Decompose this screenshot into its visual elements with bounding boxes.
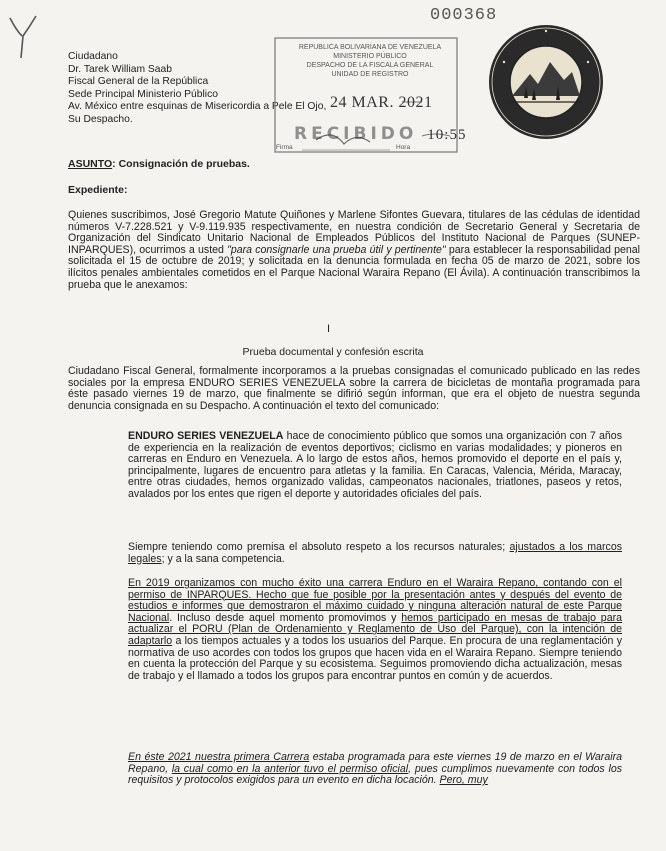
section-number: I — [327, 323, 331, 335]
stamp-recibido: RECIBIDO 10:55 — [294, 124, 467, 144]
stamp-line: DESPACHO DE LA FISCALA GENERAL — [306, 62, 434, 69]
asunto-text: : Consignación de pruebas. — [112, 158, 250, 170]
stamp-firma-label: Firma — [276, 144, 293, 151]
expediente-label: Expediente: — [68, 184, 128, 196]
addressee-line: Dr. Tarek William Saab — [68, 63, 172, 75]
addressee-line: Av. México entre esquinas de Misericordia a Pele El Ojo, — [68, 101, 327, 113]
stamp-time: 10:55 — [427, 127, 467, 143]
addressee-line: Fiscal General de la República — [68, 76, 209, 88]
addressee-line: Ciudadano — [68, 51, 118, 62]
quote-paragraph-3: En 2019 organizamos con mucho éxito una carrera Enduro en el Waraira Repano, contando con el permiso de INPARQUES. Hecho que fue posible por la presentación antes y después del evento de estudios e informes que demostraron el máximo cuidado y ninguna alteración natural de este Parque Nacional. Incluso desde aquel momento promovimos y hemos participado en mesas de trabajo para actualizar el PORU (Plan de Ordenamiento y Reglamento de Uso del Parque), con la intención de adaptarlo a los tiempos actuales y a todos los usuarios del Parque. En procura de una reglamentación y normativa de uso acordes con todos los grupos que hacen vida en el Waraira Repano. Siempre teniendo en cuenta la protección del Parque y su ecosistema. Seguimos promoviendo dicha actualización, mesas de trabajo y el llamado a todos los grupos para encontrar puntos en común y de acuerdos. — [128, 577, 623, 682]
stamp-date: 24 MAR. 2021 — [330, 94, 433, 111]
asunto-line — [68, 158, 250, 170]
evidence-paragraph: Ciudadano Fiscal General, formalmente incorporamos a la pruebas consignadas el comunicado publicado en las redes sociales por la empresa ENDURO SERIES VENEZUELA sobre la carrera de bicicletas de montaña programada para éste pasado viernes 19 de marzo, que finalmente se difirió según informan, que era el objeto de nuestra segunda denuncia consignada en su Despacho. A continuación el texto del comunicado: — [68, 365, 640, 412]
intro-paragraph: Quienes suscribimos, José Gregorio Matute Quiñones y Marlene Sifontes Guevara, titulares de las cédulas de identidad números V-7.228.521 y V-9.119.935 respectivamente, en nuestra condición de Secretario General y Secretaria de Organización del Sindicato Unitario Nacional de Empleados Públicos del Instituto Nacional de Parques (SUNEP-INPARQUES), ocurrimos a usted "para consignarle una prueba útil y pertinente" para establecer la responsabilidad penal solicitada el 15 de octubre de 2019; y solicitada en la denuncia formulada en fecha 05 de marzo de 2021, sobre los ilícitos penales ambientales cometidos en el Parque Nacional Waraira Repano (El Ávila). A continuación transcribimos la prueba que le anexamos: — [68, 209, 640, 291]
stamp-line: UNIDAD DE REGISTRO — [331, 71, 409, 78]
reception-stamp — [272, 36, 467, 154]
addressee-line: Su Despacho. — [68, 113, 133, 125]
quote-paragraph-2: Siempre teniendo como premisa el absoluto respeto a los recursos naturales; ajustados a los marcos legales; y a la sana competencia. — [128, 541, 623, 565]
stamp-line: REPUBLICA BOLIVARIANA DE VENEZUELA — [298, 44, 442, 51]
section-title: Prueba documental y confesión escrita — [242, 346, 424, 358]
stamp-hora-label: Hora — [396, 144, 411, 151]
union-seal-icon — [486, 22, 606, 142]
stamp-line: MINISTERIO PÚBLICO — [333, 53, 407, 60]
document-number: 000368 — [430, 6, 498, 25]
asunto-label: ASUNTO — [68, 158, 113, 170]
handwritten-mark-icon — [6, 14, 40, 60]
quote-paragraph-4: En éste 2021 nuestra primera Carrera estaba programada para este viernes 19 de marzo en el Waraira Repano, la cual como en la anterior tuvo el permiso oficial, pues cumplimos nuevamente con todos los requisitos y protocolos exigidos para un evento en dicha locación. Pero, muy — [128, 751, 623, 787]
brand-name: ENDURO SERIES VENEZUELA — [128, 430, 284, 442]
addressee-line: Sede Principal Ministerio Público — [68, 88, 218, 100]
quote-paragraph-1: ENDURO SERIES VENEZUELA hace de conocimiento público que somos una organización con 7 años de experiencia en la realización de eventos deportivos; ciclismo en varias modalidades; y pioneros en carreras en Enduro en Venezuela. A lo largo de estos años, hemos promovido el deporte en el país y, principalmente, lugares de encuentro para atletas y la familia. En Caracas, Valencia, Mérida, Maracay, entre otras ciudades, hemos organizado validas, campeonatos nacionales, triatlones, paseos y retos, avalados por los entes que rigen el deporte y autoridades oficiales del país. — [128, 430, 622, 500]
